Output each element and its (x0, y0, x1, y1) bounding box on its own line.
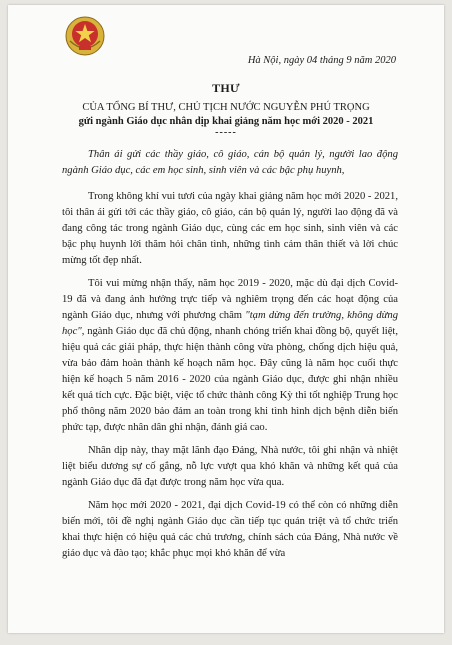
separator: ----- (215, 127, 237, 138)
paragraph-2-part-a: Tôi vui mừng nhận thấy, năm học 2019 - 2020, mặc dù đại dịch Covid-19 đã và đang ảnh hưởng trực tiếp và nghiêm trọng đến các hoạt động của ngành Giáo dục, nhưng với phương châm (62, 278, 398, 321)
subtitle-line-1: CỦA TỔNG BÍ THƯ, CHỦ TỊCH NƯỚC NGUYỄN PHÚ TRỌNG (82, 102, 370, 113)
date-line: Hà Nội, ngày 04 tháng 9 năm 2020 (247, 55, 396, 66)
letter-body (62, 147, 398, 569)
letter-page (8, 5, 444, 633)
paragraph-2-part-b: , ngành Giáo dục đã chủ động, nhanh chóng triển khai đồng bộ, quyết liệt, hiệu quả các giải pháp, thực hiện thành công vừa phòng, chống dịch hiệu quả, vừa bảo đảm hoàn thành kế hoạch năm học. Đây cũng là năm học cuối thực hiện kế hoạch 5 năm 2016 - 2020 của ngành Giáo dục, được ghi nhận nhiều kết quả tích cực. Đặc biệt, việc tổ chức thành công Kỳ thi tốt nghiệp Trung học phổ thông năm 2020 bảo đảm an toàn trong khi tình hình dịch bệnh diễn biến phức tạp, được nhân dân ghi nhận, đánh giá cao. (62, 326, 398, 433)
greeting: Thân ái gửi các thầy giáo, cô giáo, cán bộ quản lý, người lao động ngành Giáo dục, các em học sinh, sinh viên và các bậc phụ huynh, (62, 149, 398, 176)
paragraph-1: Trong không khí vui tươi của ngày khai giảng năm học mới 2020 - 2021, tôi thân ái gửi tới các thầy giáo, cô giáo, cán bộ quản lý, người lao động đã và đang công tác trong ngành Giáo dục, cùng các em học sinh, sinh viên và các bậc phụ huynh lời thăm hỏi chân tình, những tình cảm thân thiết và lời chúc mừng tốt đẹp nhất. (62, 191, 398, 266)
national-emblem-icon (64, 15, 106, 57)
letter-subtitle (8, 101, 444, 129)
letter-title: THƯ (212, 81, 240, 95)
paragraph-2 (62, 276, 398, 436)
paragraph-4: Năm học mới 2020 - 2021, đại dịch Covid-19 có thể còn có những diễn biến mới, tôi đề nghị ngành Giáo dục cần tiếp tục quán triệt và tổ chức triển khai thực hiện có hiệu quả các chủ trương, chính sách của Đảng, Nhà nước về giáo dục và đào tạo; khắc phục mọi khó khăn để vừa (62, 500, 398, 559)
paragraph-3: Nhân dịp này, thay mặt lãnh đạo Đảng, Nhà nước, tôi ghi nhận và nhiệt liệt biểu dương sự cố gắng, nỗ lực vượt qua khó khăn và những kết quả của ngành Giáo dục đã đạt được trong năm học vừa qua. (62, 445, 398, 488)
motto-quote: "tạm dừng đến trường, không dừng học" (62, 310, 398, 337)
subtitle-line-2: gửi ngành Giáo dục nhân dịp khai giảng năm học mới 2020 - 2021 (78, 116, 374, 127)
